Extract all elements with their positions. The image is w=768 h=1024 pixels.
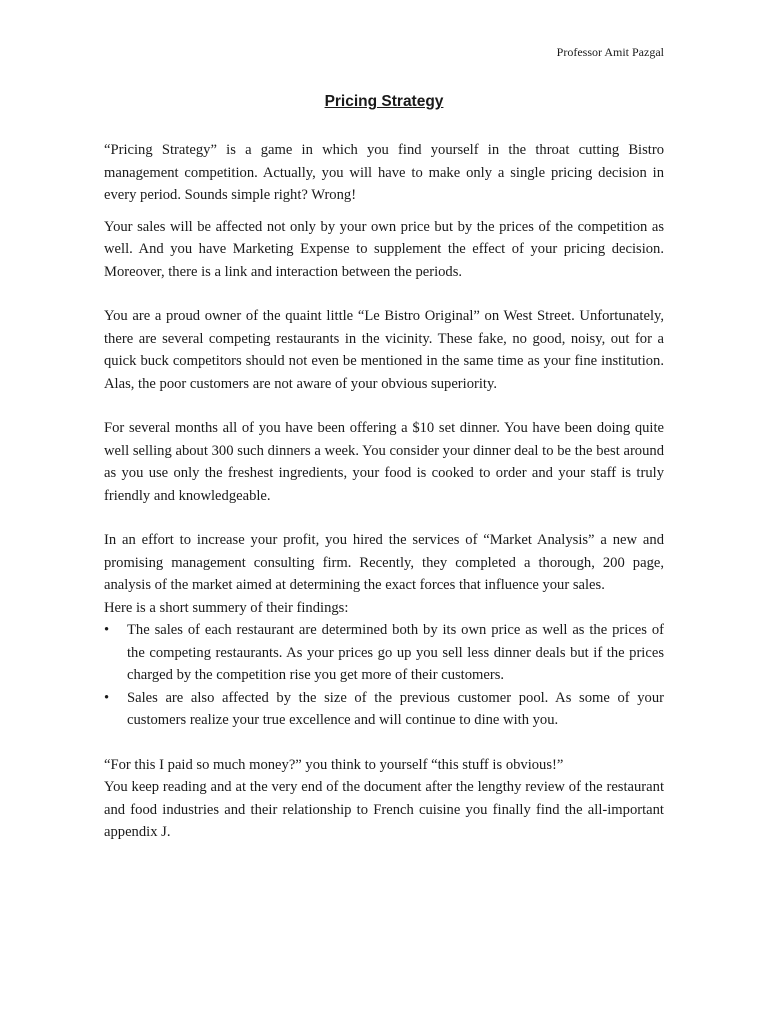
finding-text: The sales of each restaurant are determined both by its own price as well as the prices of the competing restaurants. As your prices go up you sell less dinner deals but if the prices charged by the competition rise you get more of their customers. (127, 622, 664, 683)
paragraph-gap (104, 283, 664, 305)
paragraph-obvious: “For this I paid so much money?” you think to yourself “this stuff is obvious!” (104, 756, 564, 773)
page-title: Pricing Strategy (324, 93, 444, 110)
paragraph-gap (104, 507, 664, 529)
paragraph-gap (104, 207, 664, 216)
paragraph-gap (104, 732, 664, 754)
paragraph-sales-effects: Your sales will be affected not only by your own price but by the prices of the competition as well. And you have Marketing Expense to supplement the effect of your pricing decision. Moreover, there is a link and interaction between the periods. (104, 218, 664, 280)
paragraph-intro: “Pricing Strategy” is a game in which you find yourself in the throat cutting Bistro management competition. Actually, you will have to make only a single pricing decision in every period. Sounds simple right? Wrong! (104, 142, 664, 203)
document-body (104, 139, 664, 844)
finding-text: Sales are also affected by the size of the previous customer pool. As some of your customers realize your true excellence and will continue to dine with you. (127, 689, 664, 728)
paragraph-gap (104, 395, 664, 417)
bullet-icon: • (104, 689, 110, 706)
paragraph-bistro-owner: You are a proud owner of the quaint little “Le Bistro Original” on West Street. Unfortunately, there are several competing restaurants in the vicinity. These fake, no good, noisy, out for a quick buck competitors should not even be mentioned in the same time as your fine institution. Alas, the poor customers are not aware of your obvious superiority. (104, 308, 664, 392)
paragraph-appendix: You keep reading and at the very end of the document after the lengthy review of the restaurant and food industries and their relationship to French cuisine you finally find the all-important appendix J. (104, 779, 664, 840)
paragraph-findings-intro: Here is a short summery of their findings: (104, 599, 349, 616)
findings-list (104, 619, 664, 732)
bullet-icon: • (104, 622, 110, 638)
list-item (104, 687, 664, 732)
list-item (104, 619, 664, 687)
header-author: Professor Amit Pazgal (556, 45, 664, 59)
paragraph-set-dinner: For several months all of you have been offering a $10 set dinner. You have been doing quite well selling about 300 such dinners a week. You consider your dinner deal to be the best around as you use only the freshest ingredients, your food is cooked to order and your staff is truly friendly and knowledgeable. (104, 420, 664, 504)
paragraph-market-analysis: In an effort to increase your profit, you hired the services of “Market Analysis” a new and promising management consulting firm. Recently, they completed a thorough, 200 page, analysis of the market aimed at determining the exact forces that influence your sales. (104, 532, 664, 593)
